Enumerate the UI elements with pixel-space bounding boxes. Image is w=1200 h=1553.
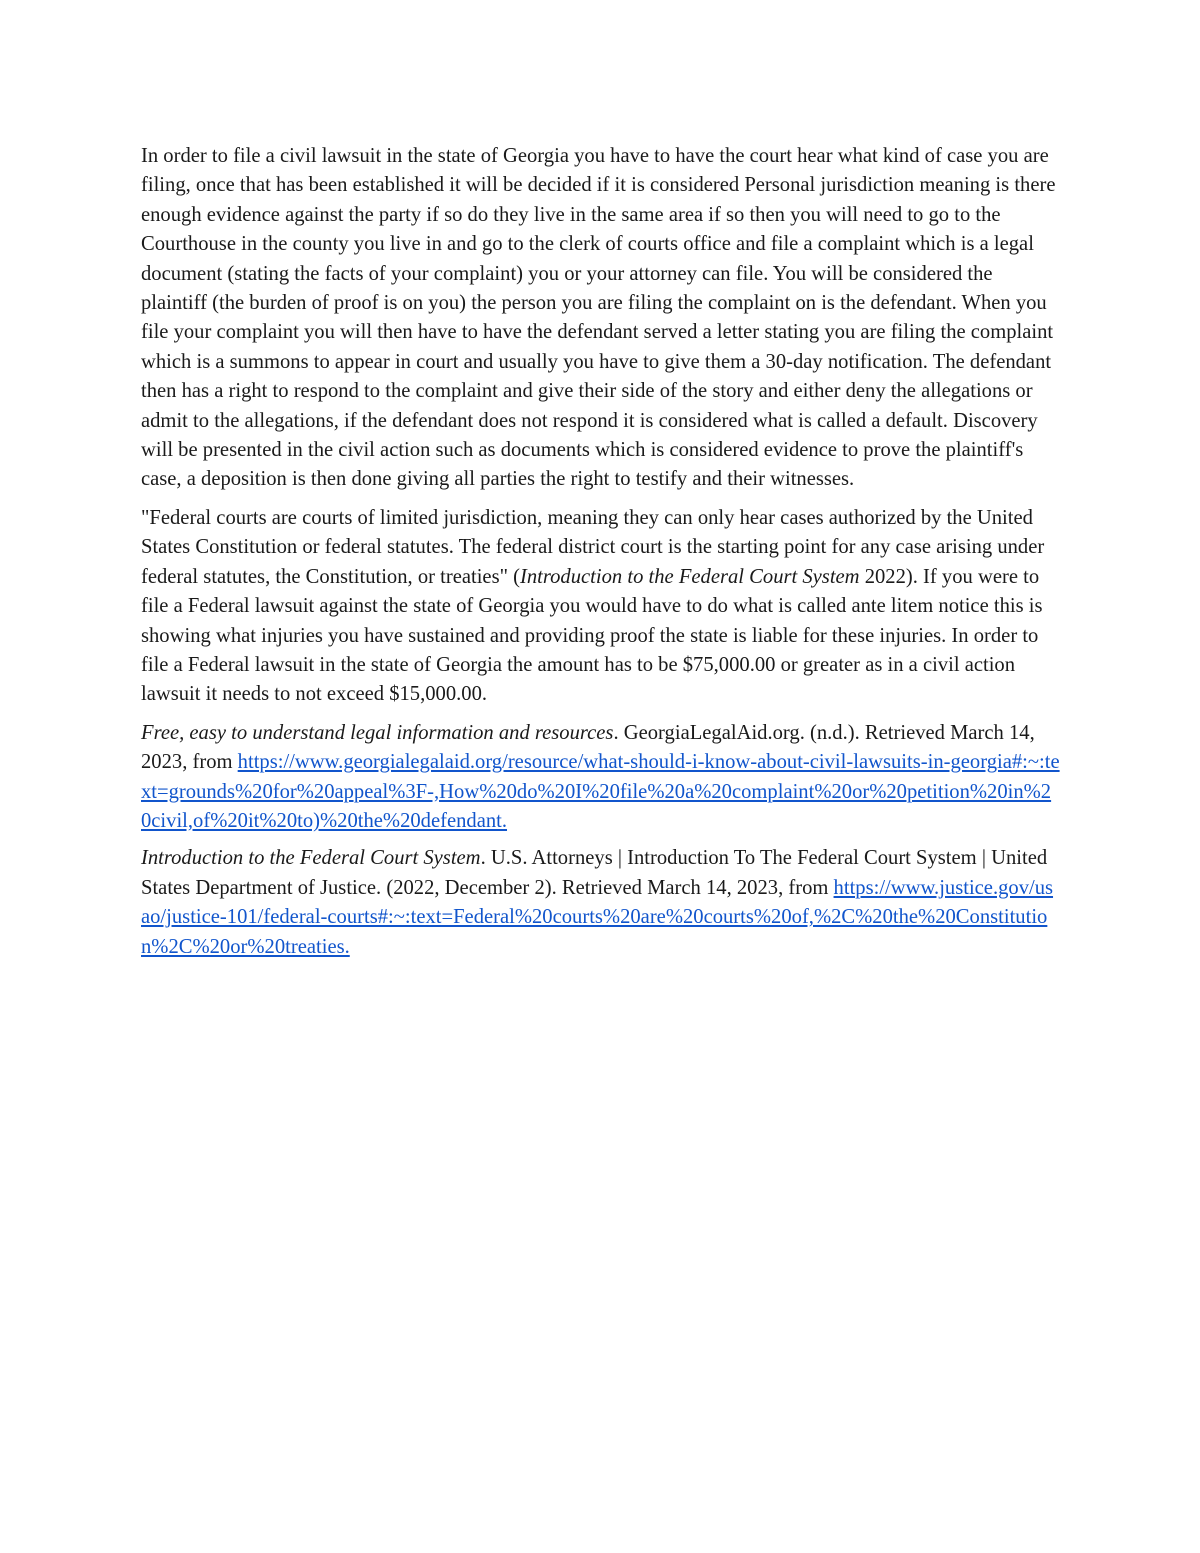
reference-title: Free, easy to understand legal information and resources xyxy=(141,721,614,744)
reference-link[interactable]: https://www.justice.gov/usao/justice-101/federal-courts#:~:text=Federal%20courts%20are%20courts%20of,%2C%20the%20Constitution%2C%20or%20treaties. xyxy=(141,876,1054,958)
reference-text: . U.S. Attorneys | Introduction To The Federal Court System | United States Department of Justice. (2022, December 2). Retrieved March 14, 2023, from xyxy=(141,847,1048,899)
paragraph-civil-lawsuit xyxy=(141,142,1061,495)
reference-text: . GeorgiaLegalAid.org. (n.d.). Retrieved March 14, 2023, from xyxy=(141,721,1035,774)
paragraph-civil-lawsuit-text: In order to file a civil lawsuit in the state of Georgia you have to have the court hear what kind of case you are filing, once that has been established it will be decided if it is considered Personal jurisdiction meaning is there enough evidence against the party if so do they live in the same area if so then you will need to go to the Courthouse in the county you live in and go to the clerk of courts office and file a complaint which is a legal document (stating the facts of your complaint) you or your attorney can file. You will be considered the plaintiff (the burden of proof is on you) the person you are filing the complaint on is the defendant. When you file your complaint you will then have to have the defendant served a letter stating you are filing the complaint which is a summons to appear in court and usually you have to give them a 30-day notification. The defendant then has a right to respond to the complaint and give their side of the story and either deny the allegations or admit to the allegations, if the defendant does not respond it is considered what is called a default. Discovery will be presented in the civil action such as documents which is considered evidence to prove the plaintiff's case, a deposition is then done giving all parties the right to testify and their witnesses. xyxy=(141,145,1056,491)
paragraph-federal-courts xyxy=(141,504,1061,710)
document-page xyxy=(141,142,1061,970)
reference-link[interactable]: https://www.georgialegalaid.org/resource/what-should-i-know-about-civil-lawsuits-in-georgia#:~:text=grounds%20for%20appeal%3F-,How%20do%20I%20file%20a%20complaint%20or%20petition%20in%20civil,of%20it%20to)%20the%20defendant. xyxy=(141,751,1060,832)
reference-entry-justice xyxy=(141,844,1061,962)
federal-quote-text: "Federal courts are courts of limited jurisdiction, meaning they can only hear cases authorized by the United States Constitution or federal statutes. The federal district court is the starting point for any case arising under federal statutes, the Constitution, or treaties" ( xyxy=(141,506,1045,588)
reference-title: Introduction to the Federal Court System xyxy=(141,847,481,870)
federal-paragraph-rest: 2022). If you were to file a Federal lawsuit against the state of Georgia you would have to do what is called ante litem notice this is showing what injuries you have sustained and providing proof the state is liable for these injuries. In order to file a Federal lawsuit in the state of Georgia the amount has to be $75,000.00 or greater as in a civil action lawsuit it needs to not exceed $15,000.00. xyxy=(141,565,1043,706)
reference-entry-georgia xyxy=(141,719,1061,837)
federal-citation-title: Introduction to the Federal Court System xyxy=(520,565,860,588)
